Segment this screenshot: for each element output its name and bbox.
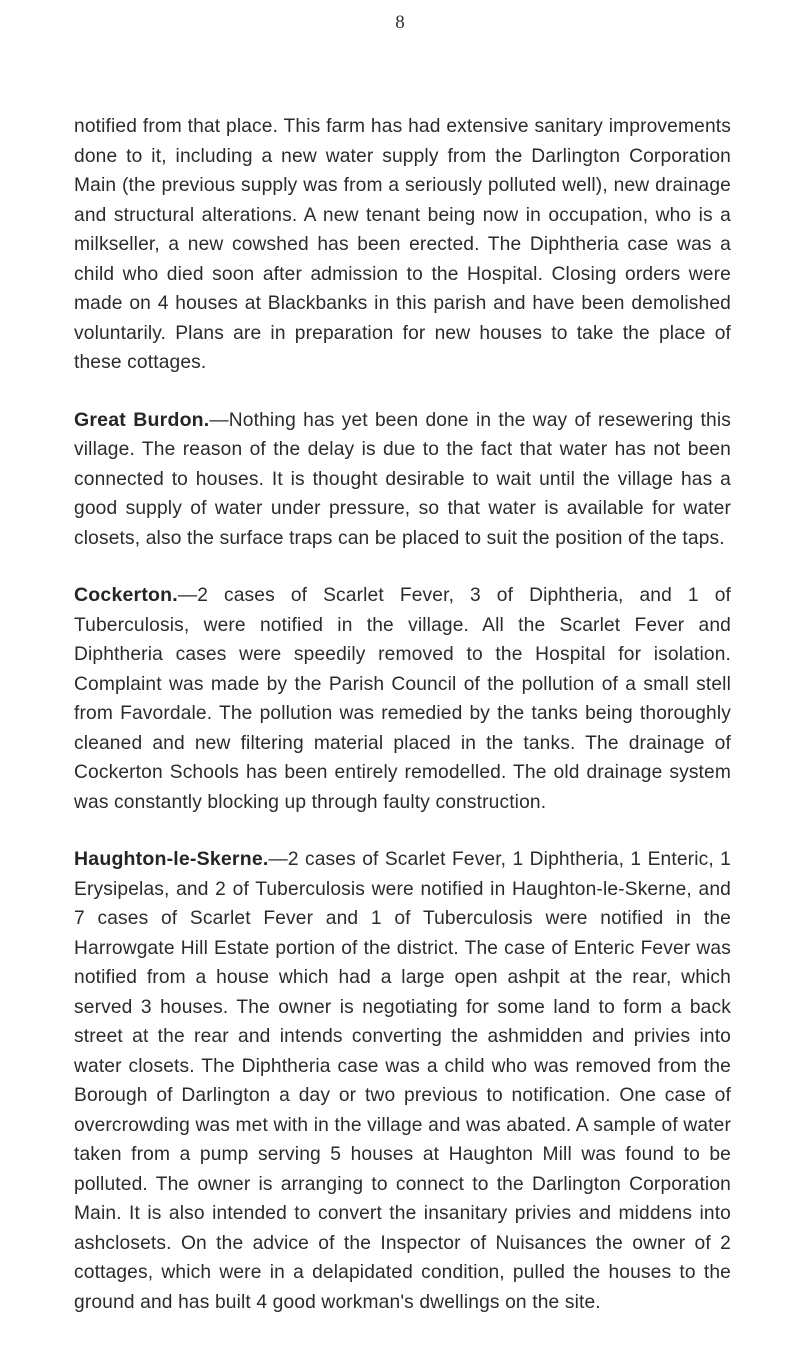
page-number: 8 [395, 12, 405, 33]
paragraph-cockerton [74, 581, 731, 817]
section-heading-haughton-le-skerne: Haughton-le-Skerne. [74, 848, 269, 870]
section-heading-great-burdon: Great Burdon. [74, 408, 210, 431]
paragraph-text: —2 cases of Scarlet Fever, 1 Diphtheria, 1 Enteric, 1 Erysipelas, and 2 of Tuberculosis were notified in Haughton-le-Skerne, and 7 cases of Scarlet Fever and 1 of Tuberculosis were notified in the Harrowgate Hill Estate portion of the district. The case of Enteric Fever was notified from a house which had a large open ashpit at the rear, which served 3 houses. The owner is negotiating for some land to form a back street at the rear and intends converting the ashmidden and privies into water closets. The Diphtheria case was a child who was removed from the Borough of Darlington a day or two previous to notification. One case of overcrowding was met with in the village and was abated. A sample of water taken from a pump serving 5 houses at Haughton Mill was found to be polluted. The owner is arranging to connect to the Darlington Corporation Main. It is also intended to convert the insanitary privies and middens into ashclosets. On the advice of the Inspector of Nuisances the owner of 2 cottages, which were in a delapidated condition, pulled the houses to the ground and has built 4 good workman's dwellings on the site. [74, 849, 731, 1313]
section-heading-cockerton: Cockerton. [74, 584, 178, 606]
document-body [74, 112, 731, 1317]
paragraph-text: —2 cases of Scarlet Fever, 3 of Diphtheria, and 1 of Tuberculosis, were notified in the village. All the Scarlet Fever and Diphtheria cases were speedily removed to the Hospital for isolation. Complaint was made by the Parish Council of the pollution of a small stell from Favordale. The pollution was remedied by the tanks being thoroughly cleaned and new filtering material placed in the tanks. The drainage of Cockerton Schools has been entirely remodelled. The old drainage system was constantly blocking up through faulty construction. [74, 585, 731, 813]
paragraph-great-burdon [74, 406, 731, 554]
paragraph-haughton-le-skerne [74, 845, 731, 1317]
paragraph-blackbanks [74, 112, 731, 378]
paragraph-text: notified from that place. This farm has had extensive sanitary improvements done to it, including a new water supply from the Darlington Corporation Main (the previous supply was from a seriously polluted well), new drainage and structural alterations. A new tenant being now in occupation, who is a milkseller, a new cowshed has been erected. The Diphtheria case was a child who died soon after admission to the Hospital. Closing orders were made on 4 houses at Blackbanks in this parish and have been demolished voluntarily. Plans are in preparation for new houses to take the place of these cottages. [74, 116, 731, 373]
paragraph-text: —Nothing has yet been done in the way of resewering this village. The reason of the delay is due to the fact that water has not been connected to houses. It is thought desirable to wait until the village has a good supply of water under pressure, so that water is available for water closets, also the surface traps can be placed to suit the position of the taps. [74, 409, 731, 549]
